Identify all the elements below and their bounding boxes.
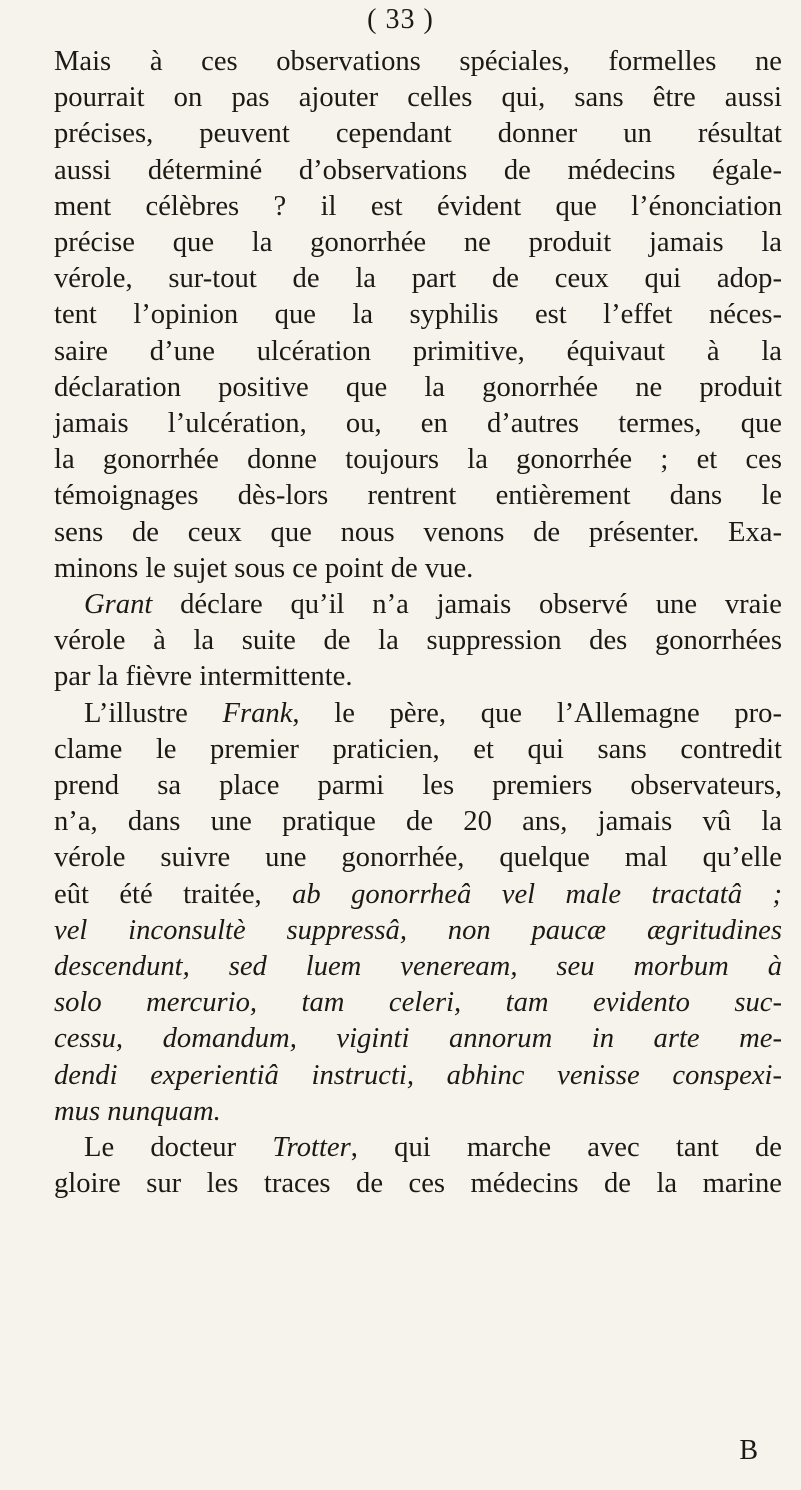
- text-line: pourrait on pas ajouter celles qui, sans être aussi: [54, 82, 782, 114]
- text-run: Le docteur: [84, 1132, 273, 1164]
- text-line: saire d’une ulcération primitive, équivaut à la: [54, 335, 782, 367]
- text-line: précises, peuvent cependant donner un résultat: [54, 118, 782, 150]
- text-line: gloire sur les traces de ces médecins de la marine: [54, 1168, 782, 1200]
- latin-quote-line: solo mercurio, tam celeri, tam evidento suc-: [54, 987, 782, 1019]
- latin-quote-line: cessu, domandum, viginti annorum in arte me-: [54, 1023, 782, 1055]
- body-text: [54, 44, 782, 1203]
- text-line: [54, 1130, 782, 1166]
- text-line: vérole à la suite de la suppression des gonorrhées: [54, 625, 782, 657]
- latin-quote-line: mus nunquam.: [54, 1095, 221, 1127]
- text-line: Mais à ces observations spéciales, formelles ne: [54, 46, 782, 77]
- text-line: aussi déterminé d’observations de médecins égale-: [54, 154, 782, 186]
- author-name-frank: Frank: [222, 697, 293, 729]
- text-line: [54, 696, 782, 732]
- latin-quote-line: dendi experientiâ instructi, abhinc venisse conspexi-: [54, 1059, 782, 1091]
- text-line: clame le premier praticien, et qui sans contredit: [54, 733, 782, 765]
- latin-quote-line: descendunt, sed luem veneream, seu morbum à: [54, 951, 782, 983]
- text-run: , qui marche avec tant de: [350, 1132, 782, 1164]
- text-run: L’illustre: [84, 697, 223, 729]
- text-line: témoignages dès-lors rentrent entièrement dans le: [54, 480, 782, 512]
- page-number: ( 33 ): [367, 4, 434, 35]
- text-line: déclaration positive que la gonorrhée ne produit: [54, 371, 782, 403]
- text-line: n’a, dans une pratique de 20 ans, jamais vû la: [54, 806, 782, 838]
- latin-quote-run: ab gonorrheâ vel male tractatâ ;: [292, 878, 782, 910]
- text-line: [54, 587, 782, 623]
- text-line: tent l’opinion que la syphilis est l’effet néces-: [54, 299, 782, 331]
- text-line: jamais l’ulcération, ou, en d’autres termes, que: [54, 408, 782, 440]
- text-run: déclare qu’il n’a jamais observé une vraie: [152, 589, 782, 621]
- text-line: ment célèbres ? il est évident que l’énonciation: [54, 190, 782, 222]
- text-run: , le père, que l’Allemagne pro-: [292, 697, 782, 729]
- signature-mark: B: [739, 1435, 758, 1466]
- text-line: vérole, sur-tout de la part de ceux qui adop-: [54, 263, 782, 295]
- text-line: vérole suivre une gonorrhée, quelque mal qu’elle: [54, 842, 782, 874]
- text-line: minons le sujet sous ce point de vue.: [54, 552, 474, 584]
- text-run: eût été traitée,: [54, 878, 293, 910]
- text-line: par la fièvre intermittente.: [54, 661, 353, 693]
- latin-quote-line: vel inconsultè suppressâ, non paucæ ægritudines: [54, 914, 782, 946]
- text-line: prend sa place parmi les premiers observateurs,: [54, 770, 782, 802]
- author-name-trotter: Trotter: [272, 1132, 351, 1164]
- author-name-grant: Grant: [84, 589, 153, 621]
- text-line: [54, 877, 782, 913]
- text-line: précise que la gonorrhée ne produit jamais la: [54, 227, 782, 259]
- text-line: sens de ceux que nous venons de présenter. Exa-: [54, 516, 782, 548]
- text-line: la gonorrhée donne toujours la gonorrhée ; et ces: [54, 444, 782, 476]
